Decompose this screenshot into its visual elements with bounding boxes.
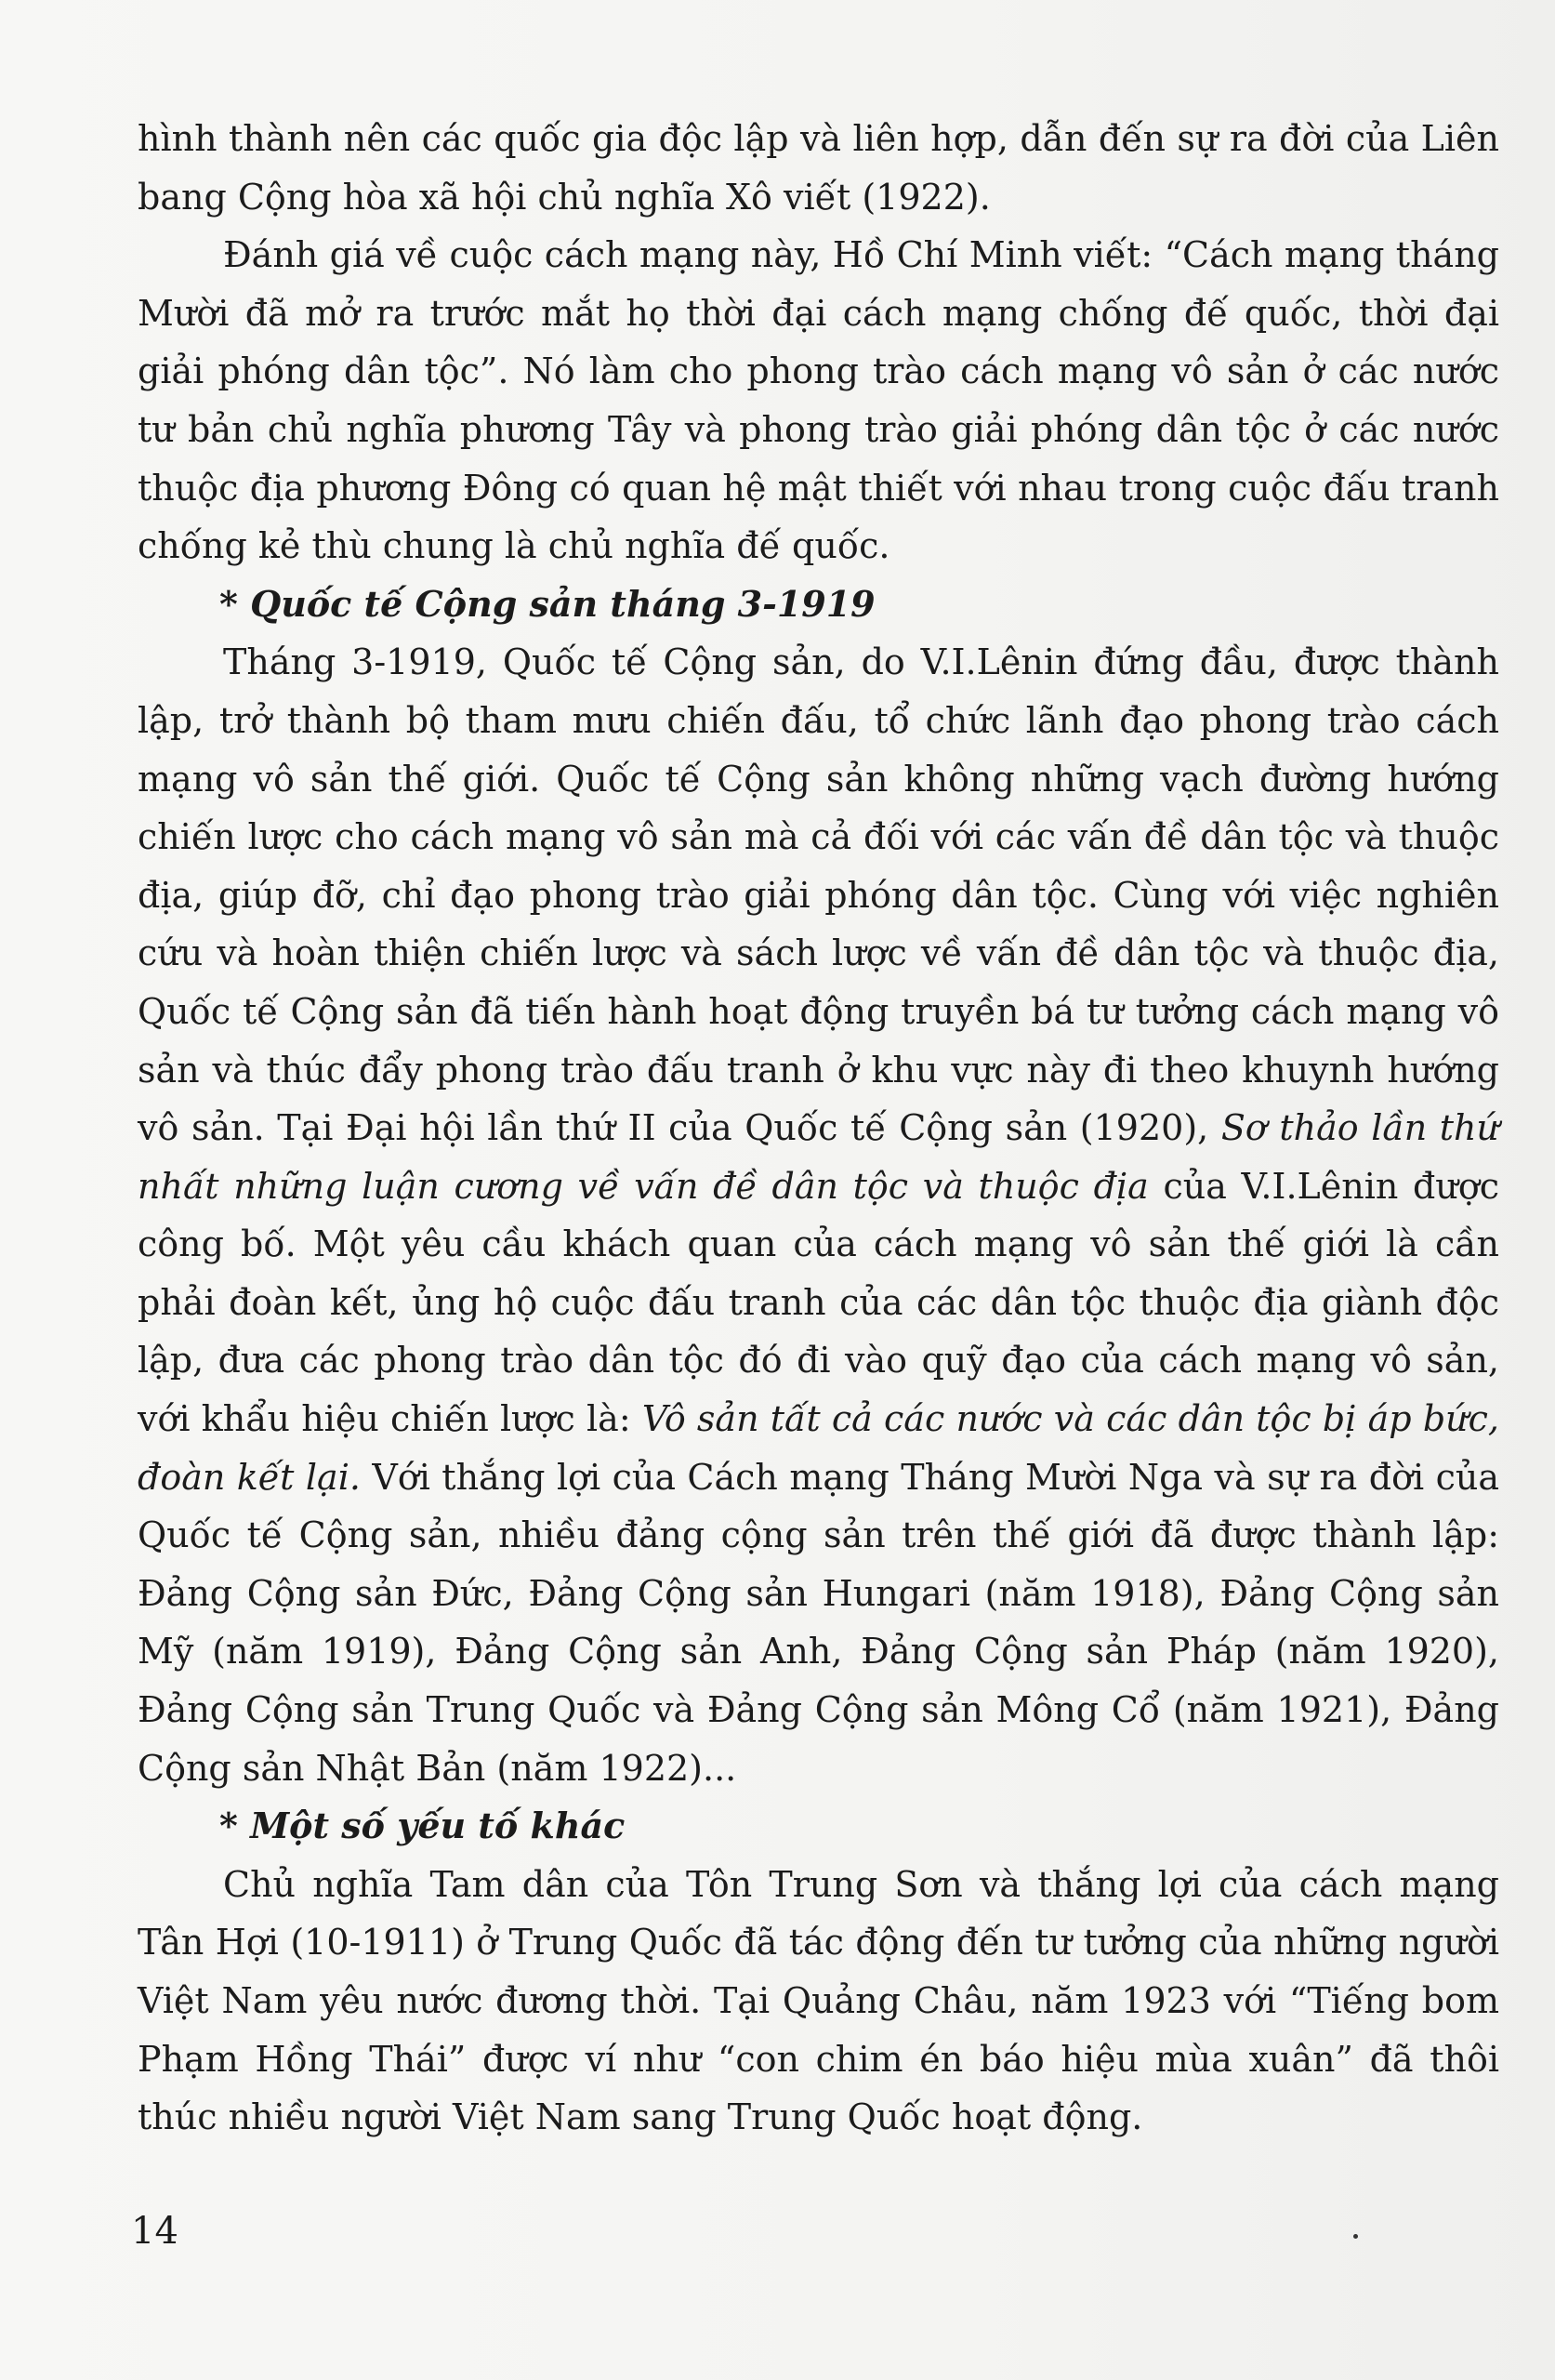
text-run: Tháng 3-1919, Quốc tế Cộng sản, do V.I.Lênin đứng đầu, được thành lập, trở thành bộ tham mưu chiến đấu, tổ chức lãnh đạo phong trào cách mạng vô sản thế giới. Quốc tế Cộng sản không những vạch đường hướng chiến lược cho cách mạng vô sản mà cả đối với các vấn đề dân tộc và thuộc địa, giúp đỡ, chỉ đạo phong trào giải phóng dân tộc. Cùng với việc nghiên cứu và hoàn thiện chiến lược và sách lược về vấn đề dân tộc và thuộc địa, Quốc tế Cộng sản đã tiến hành hoạt động truyền bá tư tưởng cách mạng vô sản và thúc đẩy phong trào đấu tranh ở khu vực này đi theo khuynh hướng vô sản. Tại Đại hội lần thứ II của Quốc tế Cộng sản (1920),: [138, 641, 1499, 1149]
paragraph-comintern: [138, 633, 1499, 1797]
print-speck: [1353, 2234, 1358, 2239]
italic-slogan: Vô sản tất cả các nước và các dân tộc bị áp bức, đoàn kết lại.: [138, 1398, 1499, 1498]
section-heading-other-factors: * Một số yếu tố khác: [219, 1805, 626, 1847]
paragraph-other-factors: Chủ nghĩa Tam dân của Tôn Trung Sơn và thắng lợi của cách mạng Tân Hợi (10-1911) ở Trung Quốc đã tác động đến tư tưởng của những người Việt Nam yêu nước đương thời. Tại Quảng Châu, năm 1923 với “Tiếng bom Phạm Hồng Thái” được ví như “con chim én báo hiệu mùa xuân” đã thôi thúc nhiều người Việt Nam sang Trung Quốc hoạt động.: [138, 1863, 1499, 2138]
paragraph-ho-chi-minh-quote: Đánh giá về cuộc cách mạng này, Hồ Chí Minh viết: “Cách mạng tháng Mười đã mở ra trước mắt họ thời đại cách mạng chống đế quốc, thời đại giải phóng dân tộc”. Nó làm cho phong trào cách mạng vô sản ở các nước tư bản chủ nghĩa phương Tây và phong trào giải phóng dân tộc ở các nước thuộc địa phương Đông có quan hệ mật thiết với nhau trong cuộc đấu tranh chống kẻ thù chung là chủ nghĩa đế quốc.: [138, 234, 1499, 567]
paragraph-continuation: hình thành nên các quốc gia độc lập và liên hợp, dẫn đến sự ra đời của Liên bang Cộng hòa xã hội chủ nghĩa Xô viết (1922).: [138, 118, 1499, 218]
page-number: 14: [131, 2210, 178, 2253]
text-run: Với thắng lợi của Cách mạng Tháng Mười Nga và sự ra đời của Quốc tế Cộng sản, nhiều đảng cộng sản trên thế giới đã được thành lập: Đảng Cộng sản Đức, Đảng Cộng sản Hungari (năm 1918), Đảng Cộng sản Mỹ (năm 1919), Đảng Cộng sản Anh, Đảng Cộng sản Pháp (năm 1920), Đảng Cộng sản Trung Quốc và Đảng Cộng sản Mông Cổ (năm 1921), Đảng Cộng sản Nhật Bản (năm 1922)...: [138, 1456, 1499, 1789]
page-body: [138, 110, 1499, 2147]
section-heading-comintern: * Quốc tế Cộng sản tháng 3-1919: [219, 582, 876, 625]
italic-title-theses: Sơ thảo lần thứ nhất những luận cương về vấn đề dân tộc và thuộc địa: [138, 1107, 1499, 1207]
text-run: của V.I.Lênin được công bố. Một yêu cầu khách quan của cách mạng vô sản thế giới là cần phải đoàn kết, ủng hộ cuộc đấu tranh của các dân tộc thuộc địa giành độc lập, đưa các phong trào dân tộc đó đi vào quỹ đạo của cách mạng vô sản, với khẩu hiệu chiến lược là:: [138, 1165, 1499, 1440]
